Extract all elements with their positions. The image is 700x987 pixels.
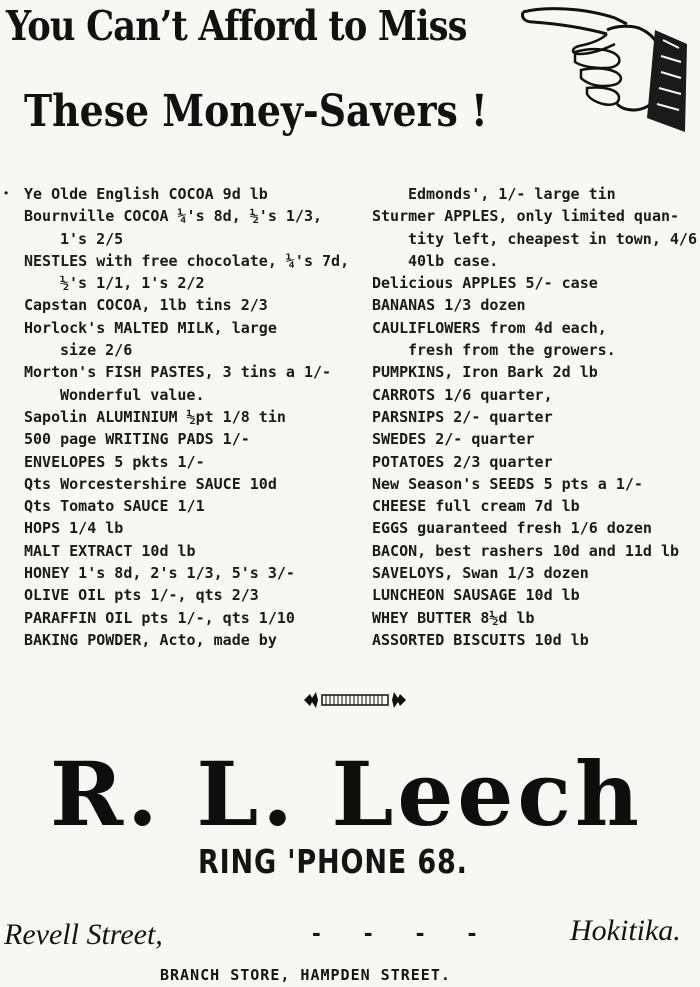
address-dashes: - - - - [312, 917, 495, 947]
list-item: Capstan COCOA, 1lb tins 2/3 [24, 296, 268, 315]
list-item: ENVELOPES 5 pkts 1/- [24, 452, 205, 471]
pointing-hand-icon [515, 0, 695, 140]
phone-number: RING 'PHONE 68. [198, 842, 468, 881]
price-list-right [372, 183, 698, 651]
list-item: OLIVE OIL pts 1/-, qts 2/3 [24, 586, 259, 605]
town-name: Hokitika. [570, 914, 681, 947]
list-item: Sapolin ALUMINIUM ½pt 1/8 tin [24, 407, 286, 426]
list-item: BACON, best rashers 10d and 11d lb [372, 541, 680, 560]
list-item: HOPS 1/4 lb [24, 519, 124, 538]
list-item: Bournville COCOA ¼'s 8d, ½'s 1/3, [24, 207, 323, 226]
list-item-continuation: fresh from the growers. [408, 341, 616, 360]
list-item: CHEESE full cream 7d lb [372, 497, 580, 516]
list-item: BANANAS 1/3 dozen [372, 296, 526, 315]
list-item: New Season's SEEDS 5 pts a 1/- [372, 474, 643, 493]
headline-line-1: You Can’t Afford to Miss [6, 2, 467, 50]
list-item: Ye Olde English COCOA 9d lb [24, 185, 268, 203]
list-item: Delicious APPLES 5/- case [372, 274, 598, 293]
bullet-icon: • [4, 186, 9, 200]
list-item: LUNCHEON SAUSAGE 10d lb [372, 586, 580, 605]
list-item: HONEY 1's 8d, 2's 1/3, 5's 3/- [24, 564, 295, 583]
list-item: ASSORTED BISCUITS 10d lb [372, 630, 589, 649]
list-item: CARROTS 1/6 quarter, [372, 385, 553, 404]
list-item: PARSNIPS 2/- quarter [372, 407, 553, 426]
list-item: 500 page WRITING PADS 1/- [24, 430, 250, 449]
list-item: PARAFFIN OIL pts 1/-, qts 1/10 [24, 608, 295, 627]
list-item-continuation: size 2/6 [60, 341, 133, 360]
list-item: BAKING POWDER, Acto, made by [24, 630, 277, 649]
list-item-continuation: Edmonds', 1/- large tin [408, 185, 616, 203]
list-item: SAVELOYS, Swan 1/3 dozen [372, 564, 589, 583]
list-item: Qts Worcestershire SAUCE 10d [24, 474, 277, 493]
list-item: WHEY BUTTER 8½d lb [372, 608, 535, 627]
branch-store: BRANCH STORE, HAMPDEN STREET. [160, 966, 451, 984]
list-item-continuation: tity left, cheapest in town, 4/6 [408, 229, 697, 248]
headline-line-2: These Money-Savers ! [24, 86, 488, 137]
list-item: Horlock's MALTED MILK, large [24, 318, 277, 337]
store-name: R. L. Leech [50, 742, 643, 846]
list-item-continuation: ½'s 1/1, 1's 2/2 [60, 274, 205, 293]
list-item: POTATOES 2/3 quarter [372, 452, 553, 471]
list-item: Sturmer APPLES, only limited quan- [372, 207, 680, 226]
street-address: Revell Street, [4, 918, 163, 951]
list-item-continuation: 1's 2/5 [60, 229, 124, 248]
ornamental-divider-icon [300, 688, 410, 712]
list-item-continuation: Wonderful value. [60, 385, 205, 404]
price-list-left [24, 183, 362, 651]
list-item: MALT EXTRACT 10d lb [24, 541, 196, 560]
list-item: Qts Tomato SAUCE 1/1 [24, 497, 205, 516]
list-item: Morton's FISH PASTES, 3 tins a 1/- [24, 363, 332, 382]
list-item-continuation: 40lb case. [408, 251, 499, 270]
list-item: PUMPKINS, Iron Bark 2d lb [372, 363, 598, 382]
list-item: NESTLES with free chocolate, ¼'s 7d, [24, 251, 350, 270]
list-item: EGGS guaranteed fresh 1/6 dozen [372, 519, 652, 538]
list-item: SWEDES 2/- quarter [372, 430, 535, 449]
list-item: CAULIFLOWERS from 4d each, [372, 318, 607, 337]
